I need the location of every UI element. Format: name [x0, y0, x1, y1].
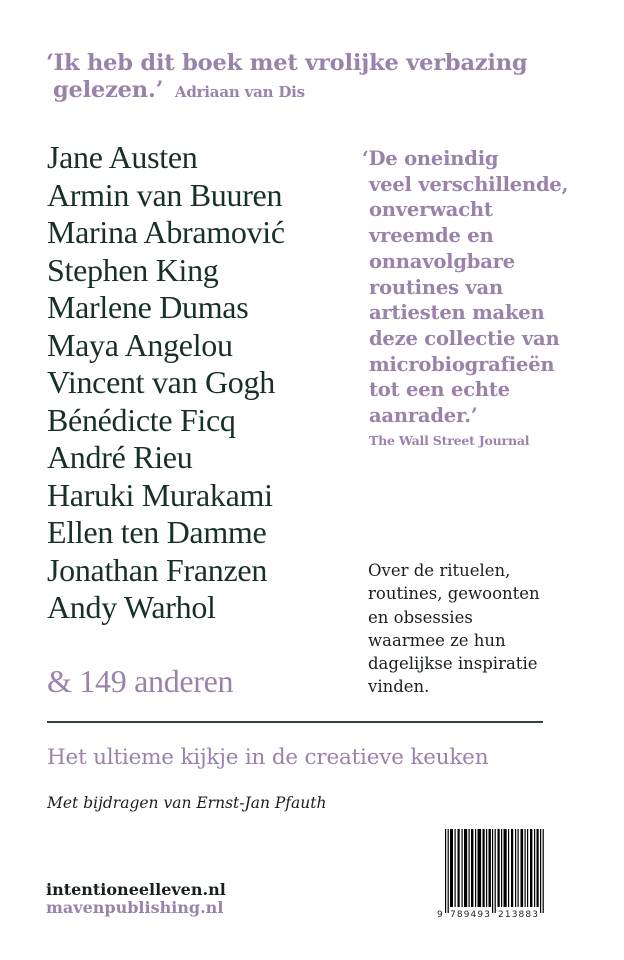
description-line: vinden.: [368, 677, 430, 697]
review-quote-line: routines van: [369, 275, 503, 299]
name-item: Vincent van Gogh: [47, 364, 275, 400]
name-item: André Rieu: [47, 439, 193, 475]
top-quote-text: gelezen.’: [53, 77, 164, 103]
others-count: & 149 anderen: [47, 663, 234, 699]
review-quote-attribution: The Wall Street Journal: [369, 432, 530, 448]
name-item: Haruki Murakami: [47, 476, 273, 513]
review-quote-line: ‘De oneindig: [362, 147, 499, 170]
top-quote-attribution: Adriaan van Dis: [174, 83, 305, 101]
review-quote: [362, 146, 592, 449]
name-item: Bénédicte Ficq: [47, 401, 236, 438]
tagline: Het ultieme kijkje in de creatieve keuken: [47, 745, 489, 770]
review-quote-line: deze collectie van: [369, 326, 560, 350]
review-quote-line: artiesten maken: [369, 301, 545, 325]
description-line: Over de rituelen,: [368, 561, 511, 580]
name-item: Ellen ten Damme: [47, 514, 267, 550]
review-quote-line: onverwacht: [369, 198, 493, 222]
barcode-icon: [437, 829, 551, 919]
name-item: Armin van Buuren: [47, 176, 283, 213]
name-item: Marlene Dumas: [47, 289, 249, 325]
top-quote-line-2: [46, 77, 606, 106]
description-line: dagelijkse inspiratie: [368, 654, 538, 674]
review-quote-line: vreemde en: [369, 224, 494, 248]
barcode-prefix-digit: 9: [437, 910, 443, 919]
name-item: Jane Austen: [47, 139, 198, 175]
top-quote-line-1: ‘Ik heb dit boek met vrolijke verbazing: [46, 50, 528, 76]
review-quote-line: onnavolgbare: [369, 249, 515, 273]
description-line: en obsessies: [368, 607, 473, 627]
top-quote: [46, 50, 606, 106]
website-link-publisher[interactable]: mavenpublishing.nl: [46, 898, 224, 917]
name-item: Jonathan Franzen: [47, 551, 268, 588]
name-item: Marina Abramović: [47, 214, 285, 250]
name-item: Andy Warhol: [47, 589, 216, 625]
barcode-left-group: 789493: [450, 910, 490, 919]
featured-names-list: [47, 139, 285, 627]
review-quote-line: tot een echte: [369, 378, 510, 402]
barcode-right-group: 213883: [498, 910, 538, 919]
book-description: [368, 559, 588, 699]
contributors-credit: Met bijdragen van Ernst-Jan Pfauth: [47, 794, 327, 812]
name-item: Maya Angelou: [47, 326, 233, 363]
website-link-primary[interactable]: intentioneelleven.nl: [46, 880, 226, 899]
description-line: routines, gewoonten: [368, 584, 540, 604]
isbn-barcode: [437, 829, 551, 919]
name-item: Stephen King: [47, 251, 219, 288]
review-quote-line: microbiografieën: [369, 352, 555, 376]
review-quote-line: veel verschillende,: [369, 172, 569, 196]
review-quote-line: aanrader.’: [369, 404, 478, 428]
description-line: waarmee ze hun: [368, 630, 506, 650]
divider-rule: [47, 721, 543, 723]
